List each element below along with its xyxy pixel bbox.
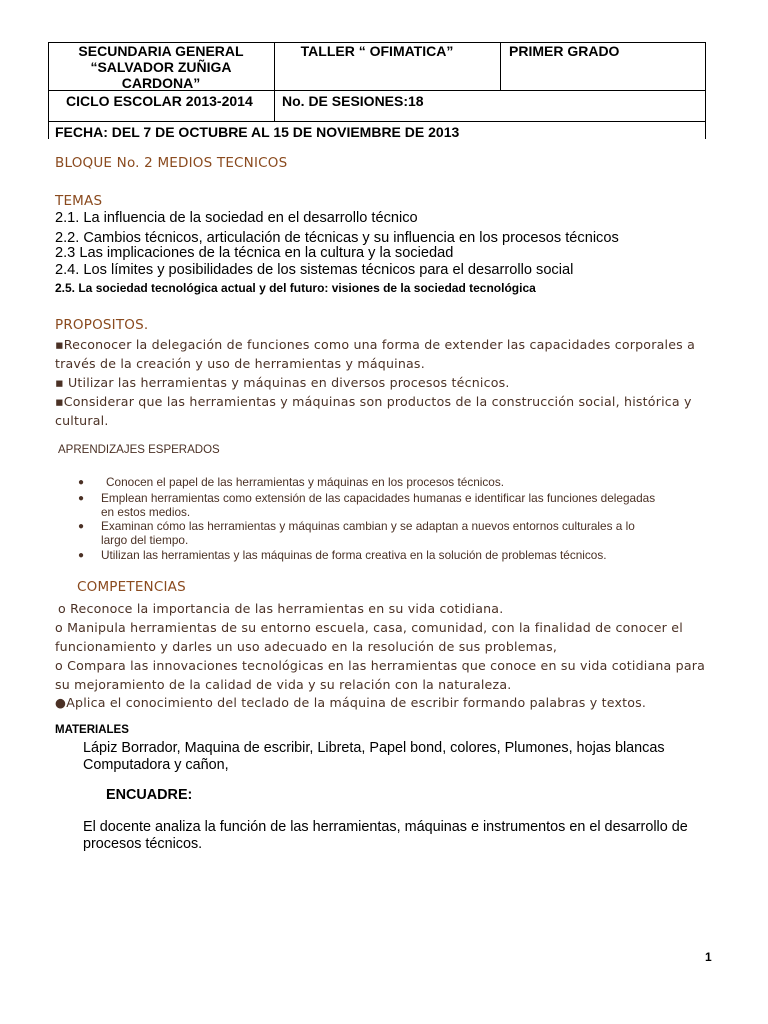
tema-item: 2.3 Las implicaciones de la técnica en la cultura y la sociedad bbox=[55, 245, 454, 261]
ciclo-cell: CICLO ESCOLAR 2013-2014 bbox=[66, 93, 253, 109]
aprendizaje-line: en estos medios. bbox=[101, 505, 191, 519]
aprendizaje-item bbox=[101, 491, 655, 519]
tema-item: 2.4. Los límites y posibilidades de los sistemas técnicos para el desarrollo social bbox=[55, 262, 574, 278]
materiales-line: Lápiz Borrador, Maquina de escribir, Libreta, Papel bond, colores, Plumones, hojas blancas bbox=[83, 740, 665, 756]
competencias-title: COMPETENCIAS bbox=[77, 579, 186, 595]
aprendizajes-title: APRENDIZAJES ESPERADOS bbox=[58, 444, 220, 456]
materiales-title: MATERIALES bbox=[55, 724, 129, 736]
aprendizaje-item: Conocen el papel de las herramientas y máquinas en los procesos técnicos. bbox=[106, 475, 505, 489]
materiales-line: Computadora y cañon, bbox=[83, 757, 229, 773]
fecha-cell: FECHA: DEL 7 DE OCTUBRE AL 15 DE NOVIEMBRE DE 2013 bbox=[55, 124, 460, 140]
school-name-line-1: SECUNDARIA GENERAL bbox=[78, 43, 244, 59]
tema-item: 2.5. La sociedad tecnológica actual y del futuro: visiones de la sociedad tecnológica bbox=[55, 281, 536, 295]
competencia-line: o Reconoce la importancia de las herramientas en su vida cotidiana. bbox=[58, 601, 504, 616]
propositos-title: PROPOSITOS. bbox=[55, 317, 149, 333]
temas-title: TEMAS bbox=[55, 193, 103, 209]
school-name-cell bbox=[48, 43, 274, 91]
competencia-line: o Manipula herramientas de su entorno escuela, casa, comunidad, con la finalidad de conocer el bbox=[55, 620, 683, 635]
bullet-icon: ● bbox=[78, 521, 85, 532]
proposito-line: ▪Considerar que las herramientas y máquinas son productos de la construcción social, histórica y bbox=[55, 394, 692, 409]
taller-cell: TALLER “ OFIMATICA” bbox=[300, 43, 454, 59]
aprendizaje-line: largo del tiempo. bbox=[101, 533, 189, 547]
aprendizaje-item bbox=[101, 519, 635, 547]
school-name-line-2: “SALVADOR ZUÑIGA bbox=[90, 59, 232, 75]
page-number: 1 bbox=[705, 950, 712, 964]
proposito-line: ▪ Utilizar las herramientas y máquinas en diversos procesos técnicos. bbox=[55, 375, 510, 390]
grado-cell: PRIMER GRADO bbox=[509, 43, 620, 59]
encuadre-line: procesos técnicos. bbox=[83, 836, 203, 852]
proposito-line: través de la creación y uso de herramientas y máquinas. bbox=[55, 356, 425, 371]
bullet-icon: ● bbox=[78, 550, 85, 561]
tema-item: 2.1. La influencia de la sociedad en el desarrollo técnico bbox=[55, 210, 418, 226]
bullet-icon: ● bbox=[78, 477, 85, 488]
aprendizaje-item: Utilizan las herramientas y las máquinas de forma creativa en la solución de problemas técnicos. bbox=[101, 548, 607, 562]
sesiones-cell: No. DE SESIONES:18 bbox=[282, 93, 424, 109]
encuadre-line: El docente analiza la función de las herramientas, máquinas e instrumentos en el desarrollo de bbox=[83, 819, 688, 835]
bloque-title: BLOQUE No. 2 MEDIOS TECNICOS bbox=[55, 155, 288, 171]
competencia-line: ●Aplica el conocimiento del teclado de la máquina de escribir formando palabras y textos. bbox=[55, 695, 647, 710]
proposito-line: cultural. bbox=[55, 413, 109, 428]
bullet-icon: ● bbox=[78, 493, 85, 504]
competencia-line: su mejoramiento de la calidad de vida y su relación con la naturaleza. bbox=[55, 677, 512, 692]
encuadre-title: ENCUADRE: bbox=[106, 787, 193, 803]
competencia-line: funcionamiento y darles un uso adecuado en la resolución de sus problemas, bbox=[55, 639, 558, 654]
school-name-line-3: CARDONA” bbox=[121, 75, 201, 91]
aprendizaje-line: Emplean herramientas como extensión de las capacidades humanas e identificar las funciones delegadas bbox=[101, 491, 656, 505]
proposito-line: ▪Reconocer la delegación de funciones como una forma de extender las capacidades corporales a bbox=[55, 337, 696, 352]
aprendizaje-line: Examinan cómo las herramientas y máquinas cambian y se adaptan a nuevos entornos culturales a lo bbox=[101, 519, 635, 533]
tema-item: 2.2. Cambios técnicos, articulación de técnicas y su influencia en los procesos técnicos bbox=[55, 230, 619, 246]
competencia-line: o Compara las innovaciones tecnológicas en las herramientas que conoce en su vida cotidiana para bbox=[55, 658, 706, 673]
